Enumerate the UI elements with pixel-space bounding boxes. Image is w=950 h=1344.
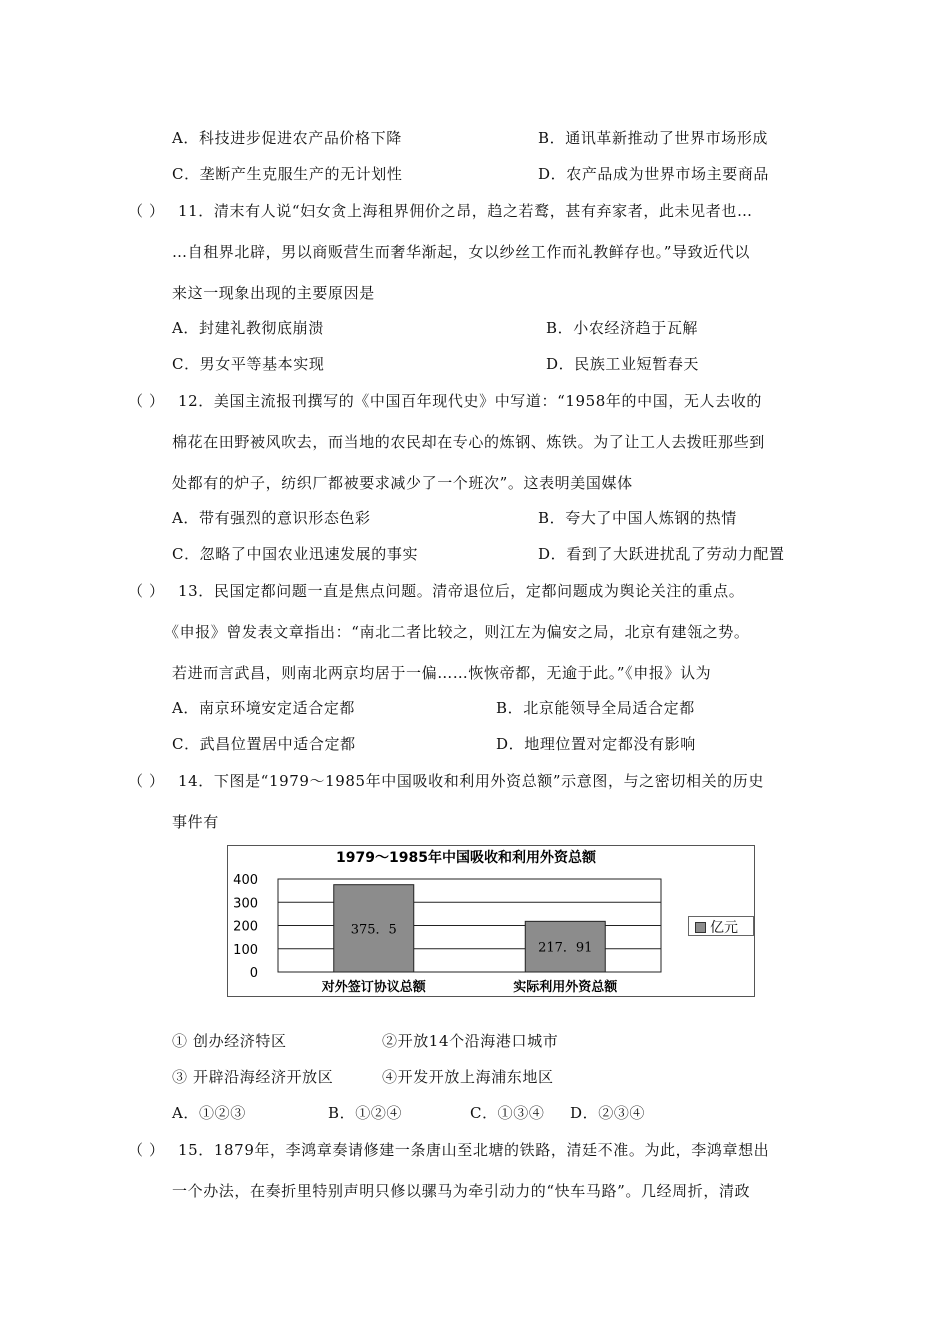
q13-option-d: D．地理位置对定都没有影响 <box>496 735 696 753</box>
y-tick-label: 0 <box>249 966 258 981</box>
q14-item-2: ②开放14个沿海港口城市 <box>382 1032 559 1050</box>
q15-stem-line2: 一个办法，在奏折里特别声明只修以骡马为牵引动力的“快车马路”。几经周折，清政 <box>172 1182 751 1200</box>
q13-stem-line2: 《申报》曾发表文章指出：“南北二者比较之，则江左为偏安之局，北京有建瓴之势。 <box>164 623 750 641</box>
q11-stem-line1: 11．清末有人说“妇女贪上海租界佣价之昂，趋之若鹜，甚有弃家者，此未见者也… <box>178 202 753 220</box>
q13-option-a: A．南京环境安定适合定都 <box>172 699 356 717</box>
chart-bars <box>334 885 606 972</box>
legend-swatch <box>695 922 706 933</box>
q13-answer-paren: （ ） <box>128 582 165 600</box>
bar-value-label: 217．91 <box>538 940 593 956</box>
y-tick-label: 300 <box>233 896 258 912</box>
q11-stem-line2: …自租界北辟，男以商贩营生而奢华渐起，女以纱丝工作而礼教鲜存也。”导致近代以 <box>172 243 750 261</box>
q11-option-d: D．民族工业短暂春天 <box>546 355 700 373</box>
q12-option-d: D．看到了大跃进扰乱了劳动力配置 <box>538 545 785 563</box>
x-axis-labels <box>321 979 619 995</box>
q14-stem-line2: 事件有 <box>172 813 219 831</box>
bar-chart-svg <box>228 846 756 998</box>
q14-item-4: ④开发开放上海浦东地区 <box>382 1068 554 1086</box>
q10-option-a: A．科技进步促进农产品价格下降 <box>172 129 402 147</box>
y-tick-label: 100 <box>233 942 258 958</box>
y-tick-label: 200 <box>233 919 258 935</box>
q11-option-a: A．封建礼教彻底崩溃 <box>172 319 324 337</box>
bar-value-label: 375．5 <box>350 922 397 938</box>
q14-answer-paren: （ ） <box>128 772 165 790</box>
chart-legend <box>688 916 754 936</box>
q14-item-1: ① 创办经济特区 <box>172 1032 287 1050</box>
q10-option-d: D．农产品成为世界市场主要商品 <box>538 165 770 183</box>
q12-stem-line1: 12．美国主流报刊撰写的《中国百年现代史》中写道：“1958年的中国，无人去收的 <box>178 392 762 410</box>
q15-answer-paren: （ ） <box>128 1141 165 1159</box>
q11-stem-line3: 来这一现象出现的主要原因是 <box>172 284 375 302</box>
q14-stem-line1: 14．下图是“1979～1985年中国吸收和利用外资总额”示意图，与之密切相关的历史 <box>178 772 764 790</box>
legend-label: 亿元 <box>710 920 738 936</box>
q14-item-3: ③ 开辟沿海经济开放区 <box>172 1068 334 1086</box>
q12-option-c: C．忽略了中国农业迅速发展的事实 <box>172 545 419 563</box>
q13-option-c: C．武昌位置居中适合定都 <box>172 735 356 753</box>
q14-option-c: C．①③④ <box>470 1104 545 1122</box>
y-tick-label: 400 <box>233 873 258 888</box>
q12-option-a: A．带有强烈的意识形态色彩 <box>172 509 371 527</box>
q10-option-c: C．垄断产生克服生产的无计划性 <box>172 165 403 183</box>
q12-stem-line2: 棉花在田野被风吹去，而当地的农民却在专心的炼钢、炼铁。为了让工人去拨旺那些到 <box>172 433 765 451</box>
q13-stem-line1: 13．民国定都问题一直是焦点问题。清帝退位后，定都问题成为舆论关注的重点。 <box>178 582 745 600</box>
q12-answer-paren: （ ） <box>128 392 165 410</box>
foreign-investment-chart <box>227 845 755 997</box>
q11-option-b: B．小农经济趋于瓦解 <box>546 319 699 337</box>
q13-option-b: B．北京能领导全局适合定都 <box>496 699 695 717</box>
q11-answer-paren: （ ） <box>128 202 165 220</box>
q15-stem-line1: 15．1879年，李鸿章奏请修建一条唐山至北塘的铁路，清廷不准。为此，李鸿章想出 <box>178 1141 770 1159</box>
y-axis-ticks <box>233 873 258 981</box>
q12-option-b: B．夸大了中国人炼钢的热情 <box>538 509 737 527</box>
chart-title: 1979～1985年中国吸收和利用外资总额 <box>336 850 596 866</box>
q14-option-b: B．①②④ <box>328 1104 403 1122</box>
q11-option-c: C．男女平等基本实现 <box>172 355 325 373</box>
q14-option-d: D．②③④ <box>570 1104 646 1122</box>
x-category-label: 对外签订协议总额 <box>321 980 426 995</box>
x-category-label: 实际利用外资总额 <box>513 980 618 995</box>
q13-stem-line3: 若进而言武昌，则南北两京均居于一偏……恢恢帝都，无逾于此。”《申报》认为 <box>172 664 712 682</box>
q10-option-b: B．通讯革新推动了世界市场形成 <box>538 129 769 147</box>
q14-option-a: A．①②③ <box>172 1104 246 1122</box>
q12-stem-line3: 处都有的炉子，纺织厂都被要求减少了一个班次”。这表明美国媒体 <box>172 474 633 492</box>
